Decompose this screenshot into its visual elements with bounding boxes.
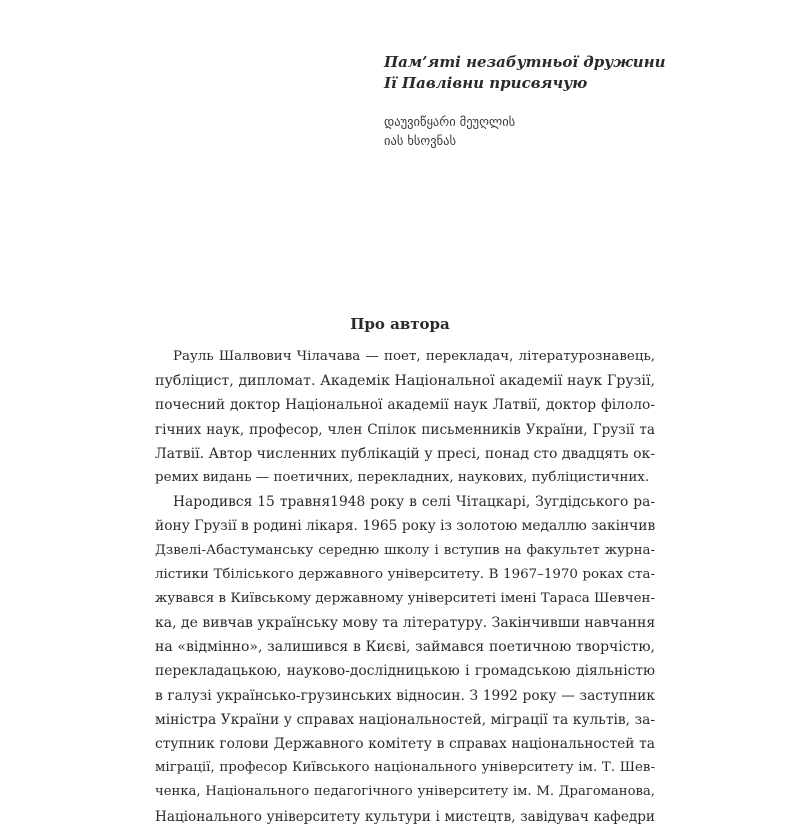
body-text <box>155 345 655 829</box>
georgian-dedication-line: დაუვიწყარი მეუღლის <box>384 114 516 129</box>
text-line: міністра України у справах національностей, міграції та культів, за- <box>155 711 655 728</box>
georgian-dedication <box>384 112 684 150</box>
text-line: ремих видань — поетичних, перекладних, наукових, публіцистичних. <box>155 469 650 485</box>
text-line: йону Грузії в родині лікаря. 1965 року із золотою медаллю закінчив <box>155 518 656 535</box>
text-line: гічних наук, професор, член Спілок письменників України, Грузії та <box>155 421 655 438</box>
dedication-line: Пам’яті незабутньої дружини <box>384 53 666 71</box>
text-line: ченка, Національного педагогічного університету ім. М. Драгоманова, <box>155 784 655 800</box>
text-line: Дзвелі-Абастуманську середню школу і вступив на факультет журна- <box>155 542 655 558</box>
text-line: Національного університету культури і мистецтв, завідувач кафедри <box>155 808 655 825</box>
text-line: лістики Тбіліського державного університету. В 1967–1970 роках ста- <box>155 566 655 582</box>
section-title: Про автора <box>350 315 450 333</box>
text-line: на «відмінно», залишився в Києві, займався поетичною творчістю, <box>155 639 655 656</box>
text-line: публіцист, дипломат. Академік Національної академії наук Грузії, <box>155 373 655 390</box>
text-line: перекладацькою, науково-дослідницькою і громадською діяльністю <box>155 663 655 680</box>
text-line: ступник голови Державного комітету в справах національностей та <box>155 736 655 752</box>
text-line: ка, де вивчав українську мову та літературу. Закінчивши навчання <box>155 615 656 632</box>
text-line: почесний доктор Національної академії наук Латвії, доктор філоло- <box>155 397 655 414</box>
dedication-line: Ії Павлівни присвячую <box>384 74 588 92</box>
text-line: Рауль Шалвович Чілачава — поет, перекладач, літературознавець, <box>173 349 655 364</box>
text-line: в галузі українсько-грузинських відносин. З 1992 року — заступник <box>155 687 655 704</box>
text-line: міграції, професор Київського національного університету ім. Т. Шев- <box>155 760 655 776</box>
georgian-dedication-line: იას ხსოვნას <box>384 133 457 148</box>
text-line: Латвії. Автор численних публікацій у пресі, понад сто двадцять ок- <box>155 445 655 462</box>
dedication-block <box>384 52 684 150</box>
text-line: Народився 15 травня1948 року в селі Чітацкарі, Зугдідського ра- <box>173 494 655 511</box>
text-line: жувався в Київському державному університеті імені Тараса Шевчен- <box>155 590 655 606</box>
